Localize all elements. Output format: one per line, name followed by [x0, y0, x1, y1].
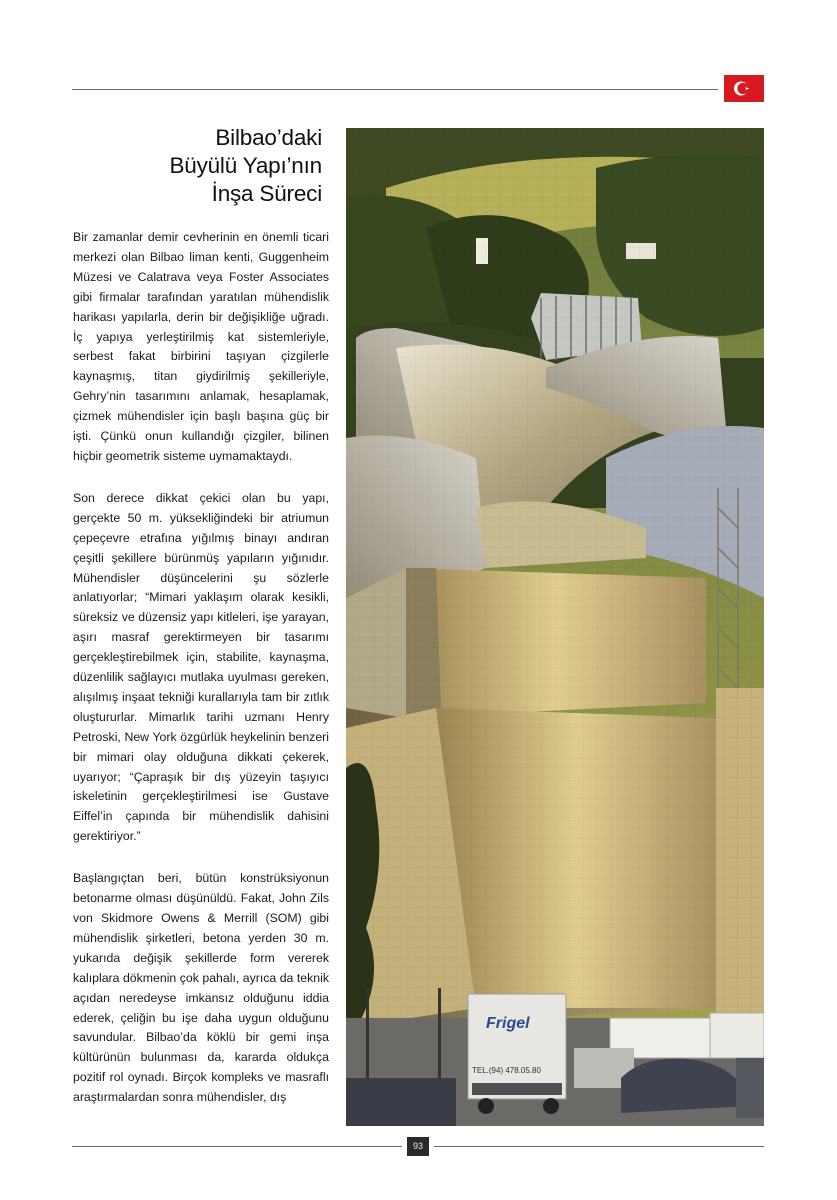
title-line: Bilbao’daki	[215, 125, 322, 150]
page-number: 93	[407, 1137, 429, 1156]
truck-brand: Frigel	[486, 1015, 530, 1032]
footer-rule-left	[72, 1146, 402, 1147]
paragraph: Başlangıçtan beri, bütün konstrüksiyonun betonarme olması düşünüldü. Fakat, John Zils von Skidmore Owens & Merrill (SOM) gibi mühendislik şirketleri, betona yerden 30 m. yukarıda değişik şekillerde form vererek kalıplara dökmenin çok pahalı, ayrıca da teknik açıdan neredeyse imkansız olduğunu iddia ederek, çeliğin bu işe daha uygun olduğunu savundular. Bilbao’da köklü bir gemi inşa kültürünün bulunması da, kararda oldukça pozitif rol oynadı. Birçok kompleks ve masraflı araştırmalardan sonra mühendisler, dış	[73, 871, 329, 1105]
header-rule	[72, 89, 718, 90]
guggenheim-museum-photo	[346, 128, 764, 1126]
article-title	[120, 124, 322, 208]
title-line: Büyülü Yapı’nın	[169, 153, 322, 178]
paragraph: Son derece dikkat çekici olan bu yapı, gerçekte 50 m. yüksekliğindeki bir atriumun çepeçevre etrafına yığılmış binayı andıran çeşitli şekillere bürünmüş yapıların yığınıdır. Mühendisler düşüncelerini şu sözlerle anlatıyorlar; “Mimari yaklaşım olarak kesikli, süreksiz ve düzensiz yapı kitleleri, işe yarayan, aşırı masraf gerektirmeyen bir tasarımı gerçekleştirebilmek için, stabilite, kaynaşma, düzenlilik sağlayıcı mutlaka uyulması gereken, alışılmış inşaat tekniği kurallarıyla tam bir zıtlık oluştururlar. Mimarlık tarihi uzmanı Henry Petroski, New York özgürlük heykelinin benzeri bir mimari olay olduğuna dikkati çekerek, uyarıyor; “Çapraşık bir dış yüzeyin taşıyıcı iskeletinin gerçekleştirilmesi ise Gustave Eiffel’in çapında bir mühendislik dahisini gerektiriyor.”	[73, 490, 329, 844]
truck-phone: TEL.(94) 478.05.80	[472, 1066, 541, 1075]
turkish-flag-icon	[724, 75, 764, 102]
article-body	[73, 228, 329, 1130]
title-line: İnşa Süreci	[211, 181, 322, 206]
footer-rule-right	[434, 1146, 764, 1147]
paragraph: Bir zamanlar demir cevherinin en önemli ticari merkezi olan Bilbao liman kenti, Guggenheim Müzesi ve Calatrava veya Foster Associates gibi firmalar tarafından yaratılan mühendislik harikası yapılarla, derin bir değişikliğe uğradı. İç yapıya yerleştirilmiş kat sistemleriyle, serbest fakat birbirini taşıyan çizgilerle kaynaşmış, titan giydirilmiş şekilleriyle, Gehry’nin tasarımını anlamak, hesaplamak, çizmek mühendisler için başlı başına güç bir işti. Çünkü onun kullandığı çizgiler, bilinen hiçbir geometrik sisteme uymamaktaydı.	[73, 230, 329, 463]
